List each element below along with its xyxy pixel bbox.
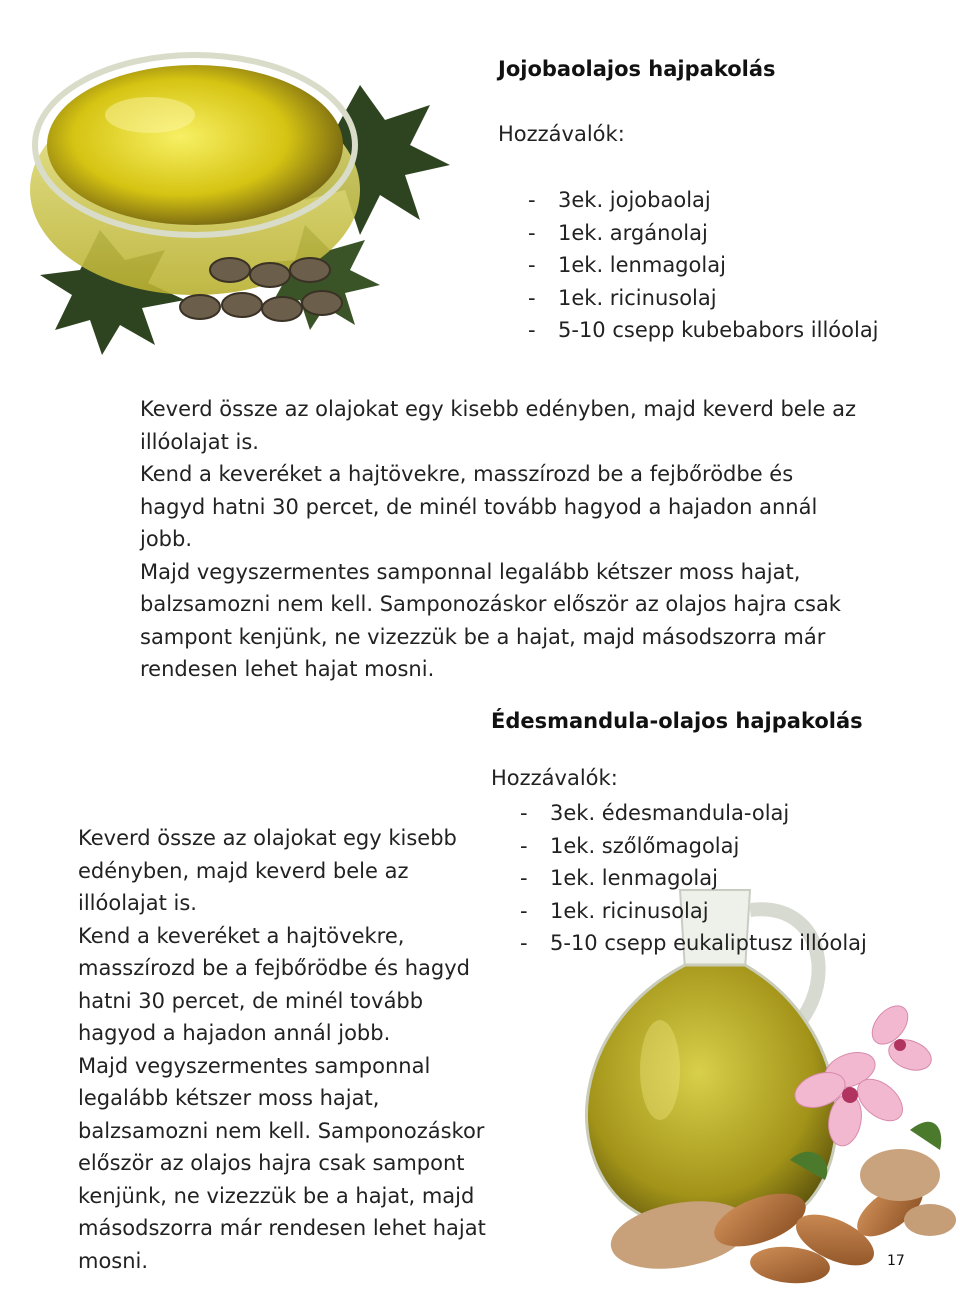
list-item: - 1ek. lenmagolaj [520,862,867,895]
instruction-paragraph: Keverd össze az olajokat egy kisebb edényben, majd keverd bele az illóolajat is. [78,826,457,915]
instruction-paragraph: Kend a keveréket a hajtövekre, masszírozd be a fejbőrödbe és hagyd hatni 30 percet, de minél tovább hagyod a hajadon annál jobb. [140,462,818,551]
list-item: - 1ek. szőlőmagolaj [520,830,867,863]
list-item: - 1ek. lenmagolaj [528,249,879,282]
recipe1-title: Jojobaolajos hajpakolás [498,57,776,81]
list-item: - 3ek. édesmandula-olaj [520,797,867,830]
list-item: - 1ek. ricinusolaj [528,282,879,315]
list-item: - 1ek. ricinusolaj [520,895,867,928]
page-number: 17 [887,1253,905,1269]
instruction-paragraph: Majd vegyszermentes samponnal legalább kétszer moss hajat, balzsamozni nem kell. Samponozáskor először az olajos hajra csak sampont kenjünk, ne vizezzük be a hajat, majd másodszorra már rendesen lehet hajat mosni. [78,1053,486,1273]
list-item: - 5-10 csepp eukaliptusz illóolaj [520,927,867,960]
instruction-paragraph: Keverd össze az olajokat egy kisebb edényben, majd keverd bele az illóolajat is. [140,397,857,454]
recipe2-instructions [78,822,503,1277]
list-item: - 5-10 csepp kubebabors illóolaj [528,314,879,347]
recipe2-title: Édesmandula-olajos hajpakolás [491,709,863,733]
list-item: - 3ek. jojobaolaj [528,184,879,217]
recipe1-ingredients-label: Hozzávalók: [498,122,625,146]
recipe2-ingredient-list [520,797,867,960]
list-item: - 1ek. argánolaj [528,217,879,250]
instruction-paragraph: Majd vegyszermentes samponnal legalább kétszer moss hajat, balzsamozni nem kell. Samponozáskor először az olajos hajra csak sampont kenjünk, ne vizezzük be a hajat, majd másodszorra már rendesen lehet hajat mosni. [140,559,841,681]
recipe1-ingredient-list [528,184,879,347]
oil-bowl-image [20,25,460,360]
recipe1-instructions [140,393,860,686]
recipe2-ingredients-label: Hozzávalók: [491,766,618,790]
instruction-paragraph: Kend a keveréket a hajtövekre, masszírozd be a fejbőrödbe és hagyd hatni 30 percet, de minél tovább hagyod a hajadon annál jobb. [78,923,470,1045]
